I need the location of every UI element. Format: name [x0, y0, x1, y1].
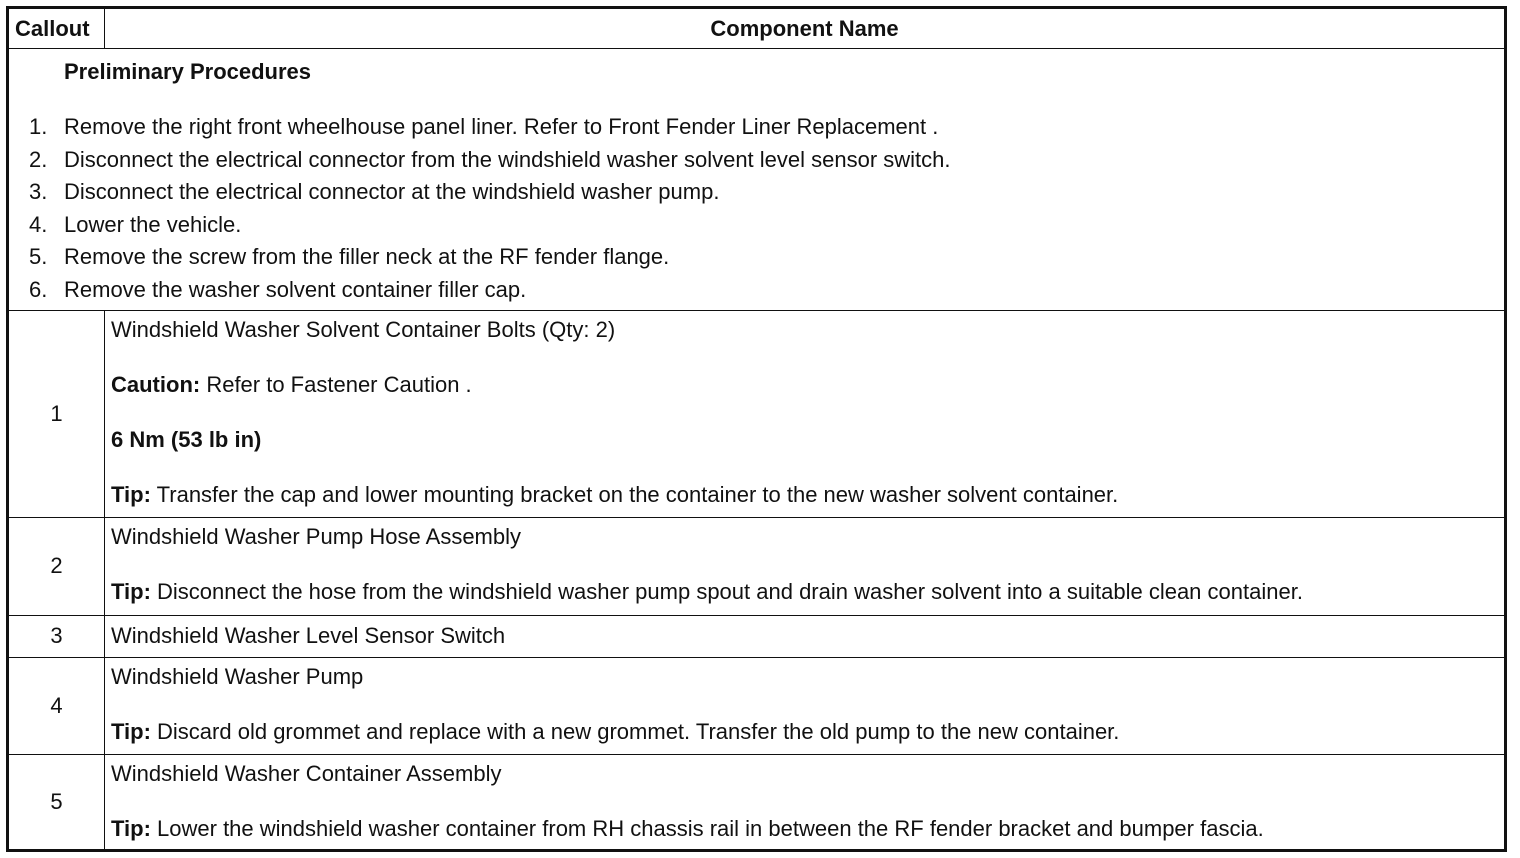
list-item	[9, 179, 1504, 212]
list-item	[9, 114, 1504, 147]
torque-value: 6 Nm (53 lb in)	[111, 426, 262, 452]
table-row	[8, 754, 1506, 850]
tip-note	[111, 816, 1504, 842]
callout-number: 5	[8, 754, 105, 850]
component-cell	[105, 615, 1506, 657]
callout-number: 4	[8, 657, 105, 754]
component-cell	[105, 754, 1506, 850]
torque-spec	[111, 427, 1504, 453]
tip-label: Tip:	[111, 578, 151, 604]
tip-label: Tip:	[111, 718, 151, 744]
component-cell	[105, 310, 1506, 517]
list-item	[9, 147, 1504, 180]
step-text: Remove the right front wheelhouse panel liner. Refer to Front Fender Liner Replacement .	[64, 114, 939, 139]
tip-text: Discard old grommet and replace with a new grommet. Transfer the old pump to the new container.	[150, 718, 1120, 744]
component-name: Windshield Washer Level Sensor Switch	[111, 623, 506, 649]
step-text: Remove the screw from the filler neck at the RF fender flange.	[64, 244, 670, 270]
preliminary-title: Preliminary Procedures	[64, 59, 312, 84]
step-text: Disconnect the electrical connector from the windshield washer solvent level sensor switch.	[64, 146, 951, 172]
tip-text: Transfer the cap and lower mounting bracket on the container to the new washer solvent container.	[150, 481, 1119, 507]
step-text: Disconnect the electrical connector at the windshield washer pump.	[64, 179, 720, 205]
caution-text: Refer to Fastener Caution .	[200, 371, 472, 397]
component-name-header: Component Name	[105, 8, 1506, 49]
caution-note	[111, 372, 1504, 398]
component-cell	[105, 657, 1506, 754]
step-text: Remove the washer solvent container filler cap.	[64, 276, 527, 302]
tip-note	[111, 579, 1504, 605]
list-item	[9, 277, 1504, 310]
component-name: Windshield Washer Solvent Container Bolts (Qty: 2)	[111, 316, 616, 342]
table-row	[8, 517, 1506, 615]
step-number: 1.	[29, 114, 48, 139]
tip-text: Disconnect the hose from the windshield washer pump spout and drain washer solvent into a suitable clean container.	[150, 578, 1303, 604]
table-row	[8, 657, 1506, 754]
caution-label: Caution:	[111, 371, 201, 397]
callout-number: 1	[8, 310, 105, 517]
tip-label: Tip:	[111, 481, 151, 507]
step-number: 6.	[29, 276, 48, 302]
component-table	[6, 6, 1507, 852]
step-number: 5.	[29, 244, 48, 270]
callout-number: 2	[8, 517, 105, 615]
callout-header: Callout	[8, 8, 105, 49]
preliminary-cell	[8, 49, 1506, 311]
tip-label: Tip:	[111, 815, 151, 841]
table-row	[8, 615, 1506, 657]
tip-text: Lower the windshield washer container from RH chassis rail in between the RF fender bracket and bumper fascia.	[150, 815, 1264, 841]
step-text: Lower the vehicle.	[64, 211, 242, 237]
table-row	[8, 310, 1506, 517]
step-number: 3.	[29, 179, 48, 205]
component-name: Windshield Washer Pump	[111, 663, 364, 689]
preliminary-row	[8, 49, 1506, 311]
tip-note	[111, 719, 1504, 745]
header-row	[8, 8, 1506, 49]
list-item	[9, 212, 1504, 245]
callout-number: 3	[8, 615, 105, 657]
step-number: 4.	[29, 211, 48, 237]
preliminary-steps	[9, 114, 1504, 310]
component-name: Windshield Washer Pump Hose Assembly	[111, 523, 522, 549]
component-cell	[105, 517, 1506, 615]
list-item	[9, 244, 1504, 277]
component-name: Windshield Washer Container Assembly	[111, 760, 502, 786]
step-number: 2.	[29, 146, 48, 172]
tip-note	[111, 482, 1504, 508]
